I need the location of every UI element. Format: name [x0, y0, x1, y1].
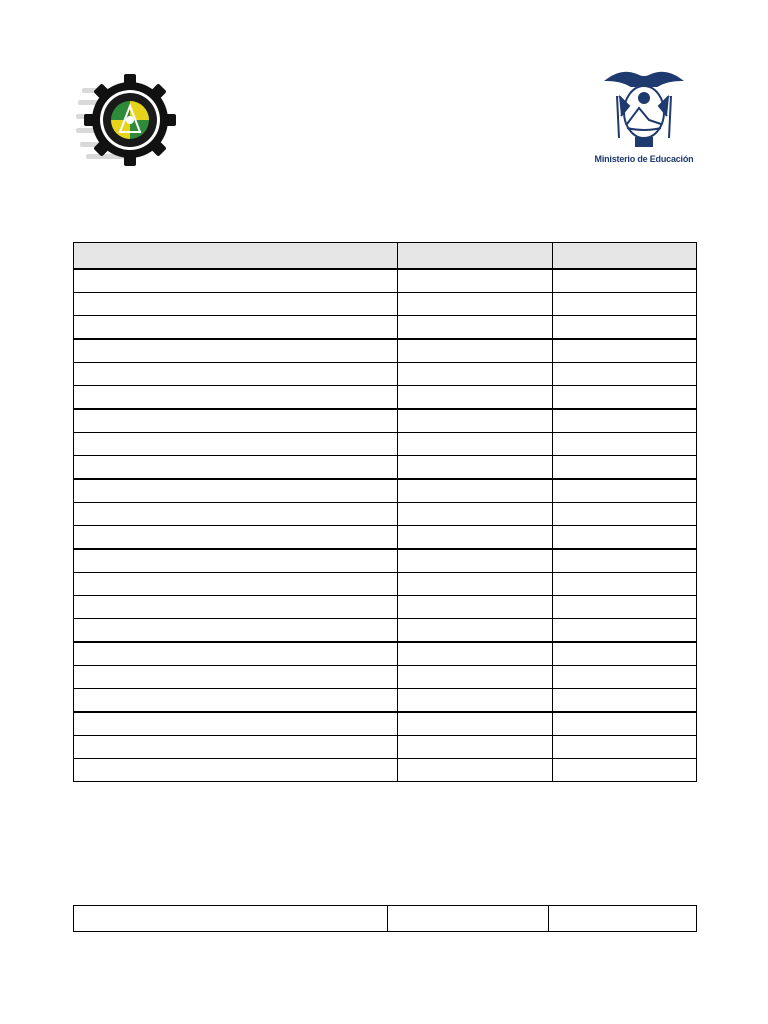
table-row — [74, 503, 697, 526]
table-cell — [553, 503, 697, 526]
table-cell — [398, 386, 553, 410]
table-cell — [74, 433, 398, 456]
table-cell — [398, 573, 553, 596]
table-cell — [74, 549, 398, 573]
table-row — [74, 269, 697, 293]
table-cell — [398, 689, 553, 713]
table-header-row — [74, 243, 697, 270]
ministry-label: Ministerio de Educación — [594, 154, 694, 164]
table-row — [74, 293, 697, 316]
table-cell — [74, 712, 398, 736]
table-cell — [553, 712, 697, 736]
table-row — [74, 409, 697, 433]
table-cell — [553, 619, 697, 643]
table-cell — [398, 503, 553, 526]
table-row — [74, 689, 697, 713]
table-cell — [74, 526, 398, 550]
table-cell — [553, 526, 697, 550]
table-cell — [553, 293, 697, 316]
table-cell — [398, 479, 553, 503]
table-cell — [74, 293, 398, 316]
table-cell — [398, 666, 553, 689]
school-gear-emblem-icon — [74, 74, 176, 166]
table-row — [74, 549, 697, 573]
table-row — [74, 456, 697, 480]
table-cell — [553, 573, 697, 596]
table-cell — [74, 339, 398, 363]
table-cell — [398, 619, 553, 643]
table-cell — [553, 243, 697, 270]
table-row — [74, 363, 697, 386]
table-row — [74, 479, 697, 503]
table-cell — [398, 433, 553, 456]
table-cell — [398, 712, 553, 736]
ecuador-coat-of-arms-icon — [599, 66, 689, 152]
table-cell — [398, 456, 553, 480]
bottom-table — [73, 905, 697, 932]
table-row — [74, 386, 697, 410]
table-cell — [74, 456, 398, 480]
table-row — [74, 433, 697, 456]
table-cell — [74, 316, 398, 340]
table-cell — [74, 736, 398, 759]
table-cell — [74, 759, 398, 782]
table-row — [74, 736, 697, 759]
table-row — [74, 712, 697, 736]
table-row — [74, 666, 697, 689]
table-cell — [388, 906, 549, 932]
table-cell — [398, 759, 553, 782]
table-cell — [553, 409, 697, 433]
table-cell — [74, 596, 398, 619]
table-cell — [553, 736, 697, 759]
table-cell — [398, 526, 553, 550]
main-table-body — [74, 243, 697, 782]
table-cell — [74, 642, 398, 666]
table-cell — [74, 503, 398, 526]
table-row — [74, 906, 697, 932]
table-cell — [553, 316, 697, 340]
table-cell — [74, 243, 398, 270]
table-cell — [553, 689, 697, 713]
table-cell — [74, 906, 388, 932]
table-cell — [553, 456, 697, 480]
table-row — [74, 316, 697, 340]
table-cell — [74, 386, 398, 410]
table-row — [74, 526, 697, 550]
table-cell — [553, 339, 697, 363]
table-cell — [74, 363, 398, 386]
table-cell — [74, 619, 398, 643]
table-row — [74, 619, 697, 643]
table-row — [74, 573, 697, 596]
table-cell — [553, 386, 697, 410]
table-cell — [553, 363, 697, 386]
table-cell — [74, 573, 398, 596]
table-cell — [553, 596, 697, 619]
table-cell — [398, 293, 553, 316]
table-cell — [398, 736, 553, 759]
table-cell — [398, 549, 553, 573]
table-cell — [74, 409, 398, 433]
table-cell — [398, 596, 553, 619]
table-cell — [553, 666, 697, 689]
table-cell — [553, 269, 697, 293]
table-cell — [74, 689, 398, 713]
table-cell — [553, 479, 697, 503]
table-row — [74, 759, 697, 782]
table-cell — [398, 243, 553, 270]
table-row — [74, 642, 697, 666]
table-row — [74, 339, 697, 363]
table-cell — [398, 642, 553, 666]
main-table — [73, 242, 697, 782]
table-cell — [398, 339, 553, 363]
table-cell — [398, 409, 553, 433]
table-cell — [398, 269, 553, 293]
table-cell — [553, 433, 697, 456]
table-cell — [398, 316, 553, 340]
ecuador-coat-of-arms-logo — [594, 66, 694, 168]
table-cell — [553, 759, 697, 782]
table-cell — [74, 269, 398, 293]
table-cell — [553, 642, 697, 666]
bottom-table-body — [74, 906, 697, 932]
table-cell — [74, 479, 398, 503]
table-cell — [549, 906, 697, 932]
table-cell — [74, 666, 398, 689]
table-cell — [553, 549, 697, 573]
table-row — [74, 596, 697, 619]
table-cell — [398, 363, 553, 386]
